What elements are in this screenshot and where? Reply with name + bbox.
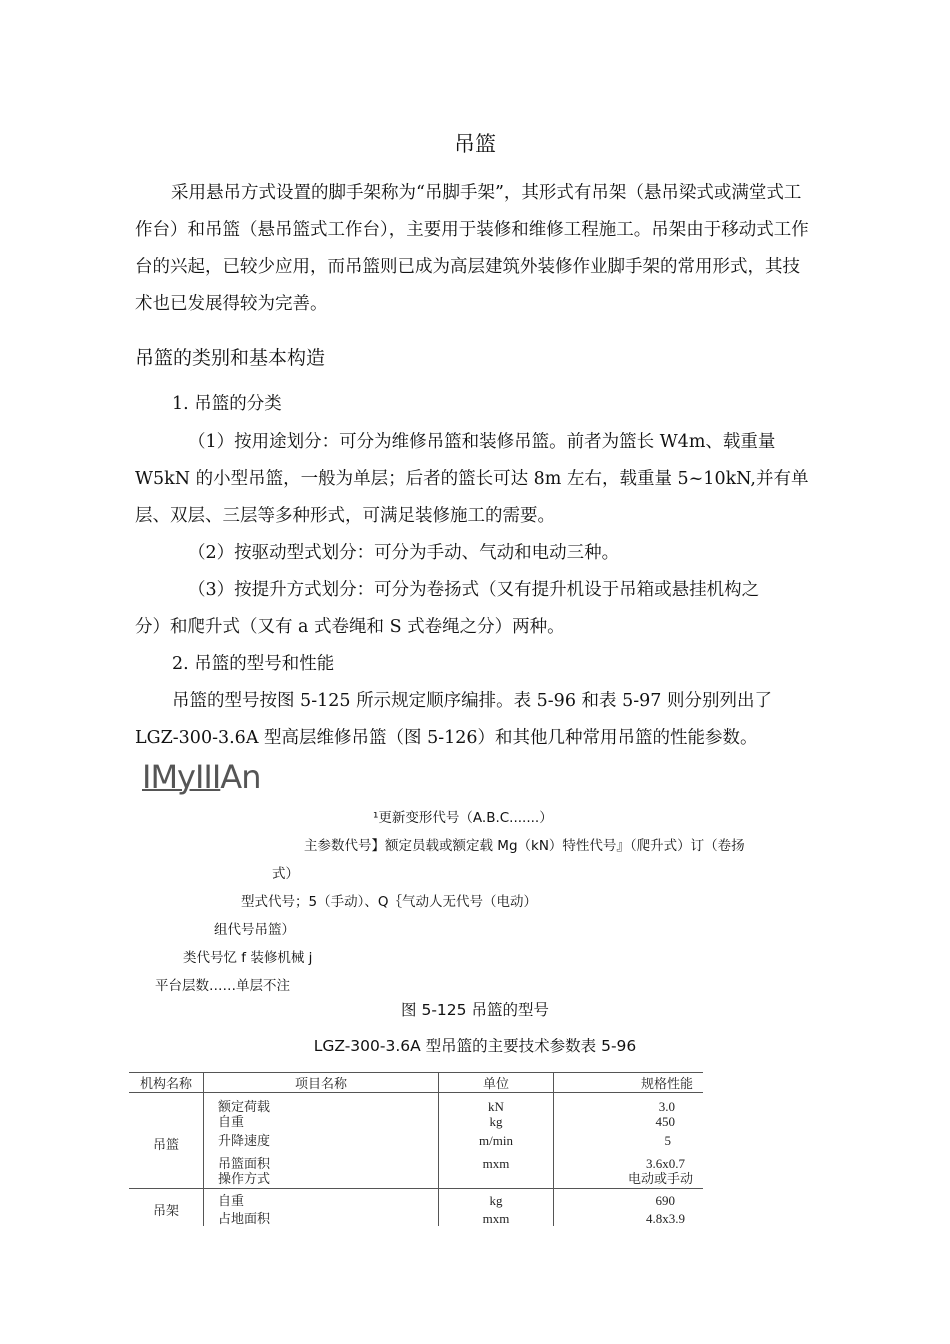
item-name: 吊篮面积 xyxy=(218,1156,271,1171)
spec-value: 4.8x3.9 xyxy=(646,1211,685,1226)
paragraph-line: W5kN 的小型吊篮，一般为单层；后者的篮长可达 8m 左右，载重量 5~10kN,并有单 xyxy=(135,469,809,489)
unit-value xyxy=(439,1171,553,1186)
figure-label: 组代号吊篮） xyxy=(214,922,295,938)
unit-value: kg xyxy=(489,1114,503,1129)
item-cell xyxy=(204,1093,439,1189)
intro-paragraph: 采用悬吊方式设置的脚手架称为“吊脚手架”，其形式有吊架（悬吊梁式或满堂式工作台）和吊篮（悬吊篮式工作台），主要用于装修和维修工程施工。吊架由于移动式工作台的兴起，已较少应用，而吊篮则已成为高层建筑外装修作业脚手架的常用形式，其技术也已发展得较为完善。 xyxy=(135,183,809,314)
unit-cell xyxy=(439,1189,554,1227)
figure-label: 式） xyxy=(272,866,299,882)
paragraph-line: LGZ-300-3.6A 型高层维修吊篮（图 5-126）和其他几种常用吊篮的性能参数。 xyxy=(135,728,758,748)
item-name: 自重 xyxy=(218,1114,245,1129)
logo-text: An xyxy=(220,758,261,796)
page-title: 吊篮 xyxy=(454,132,496,156)
table-header: 机构名称 xyxy=(129,1073,204,1093)
list-item-classification: 1. 吊篮的分类 xyxy=(172,394,282,414)
spec-value: 电动或手动 xyxy=(627,1171,693,1186)
item-name: 占地面积 xyxy=(218,1211,271,1226)
unit-cell xyxy=(439,1093,554,1189)
unit-value: kg xyxy=(489,1193,503,1208)
spec-value: 3.6x0.7 xyxy=(646,1156,685,1171)
unit-value: kN xyxy=(488,1099,504,1114)
spec-table xyxy=(129,1072,703,1226)
table-row xyxy=(129,1093,703,1189)
table-header: 规格性能 xyxy=(554,1073,704,1093)
item-cell xyxy=(204,1189,439,1227)
paragraph-line: 层、双层、三层等多种形式，可满足装修施工的需要。 xyxy=(135,506,555,526)
table-header: 单位 xyxy=(439,1073,554,1093)
item-name: 升降速度 xyxy=(218,1133,271,1148)
figure-label: 平台层数……单层不注 xyxy=(155,978,290,994)
table-header: 项目名称 xyxy=(204,1073,439,1093)
spec-value: 690 xyxy=(655,1193,675,1208)
unit-value: mxm xyxy=(482,1156,510,1171)
figure-logo xyxy=(142,758,260,796)
unit-value: mxm xyxy=(482,1211,510,1226)
figure-label: 主参数代号】额定员载或额定载 Mg（kN）特性代号』（爬升式）订（卷扬 xyxy=(304,838,745,854)
item-name: 额定荷载 xyxy=(218,1099,271,1114)
paragraph-line: 吊篮的型号按图 5-125 所示规定顺序编排。表 5-96 和表 5-97 则分别列出了 xyxy=(172,691,772,711)
unit-value: m/min xyxy=(479,1133,513,1148)
value-cell xyxy=(554,1189,704,1227)
spec-value: 3.0 xyxy=(658,1099,675,1114)
table-header-row xyxy=(129,1073,703,1093)
paragraph-line: （2）按驱动型式划分：可分为手动、气动和电动三种。 xyxy=(188,543,620,563)
figure-label: 型式代号；5（手动）、Q｛气动人无代号（电动） xyxy=(241,894,537,910)
paragraph-line: （1）按用途划分：可分为维修吊篮和装修吊篮。前者为篮长 W4m、载重量 xyxy=(188,432,776,452)
figure-label: ¹更新变形代号（A.B.C.......） xyxy=(373,810,553,826)
spec-value: 5 xyxy=(664,1133,671,1148)
section-heading: 吊篮的类别和基本构造 xyxy=(135,347,326,369)
item-name: 自重 xyxy=(218,1193,245,1208)
spec-value: 450 xyxy=(655,1114,675,1129)
figure-label: 类代号忆 f 装修机械 j xyxy=(183,950,313,966)
table-row xyxy=(129,1189,703,1227)
figure-caption: 图 5-125 吊篮的型号 xyxy=(401,1001,549,1019)
group-name: 吊架 xyxy=(129,1189,204,1227)
logo-text-underlined: IMyIII xyxy=(142,758,221,796)
group-name: 吊篮 xyxy=(129,1093,204,1189)
table-caption: LGZ-300-3.6A 型吊篮的主要技术参数表 5-96 xyxy=(313,1037,637,1055)
item-name: 操作方式 xyxy=(218,1171,271,1186)
paragraph-line: （3）按提升方式划分：可分为卷扬式（又有提升机设于吊箱或悬挂机构之 xyxy=(188,580,760,600)
paragraph-line: 分）和爬升式（又有 a 式卷绳和 S 式卷绳之分）两种。 xyxy=(135,617,565,637)
value-cell xyxy=(554,1093,704,1189)
list-item-model: 2. 吊篮的型号和性能 xyxy=(172,654,335,674)
